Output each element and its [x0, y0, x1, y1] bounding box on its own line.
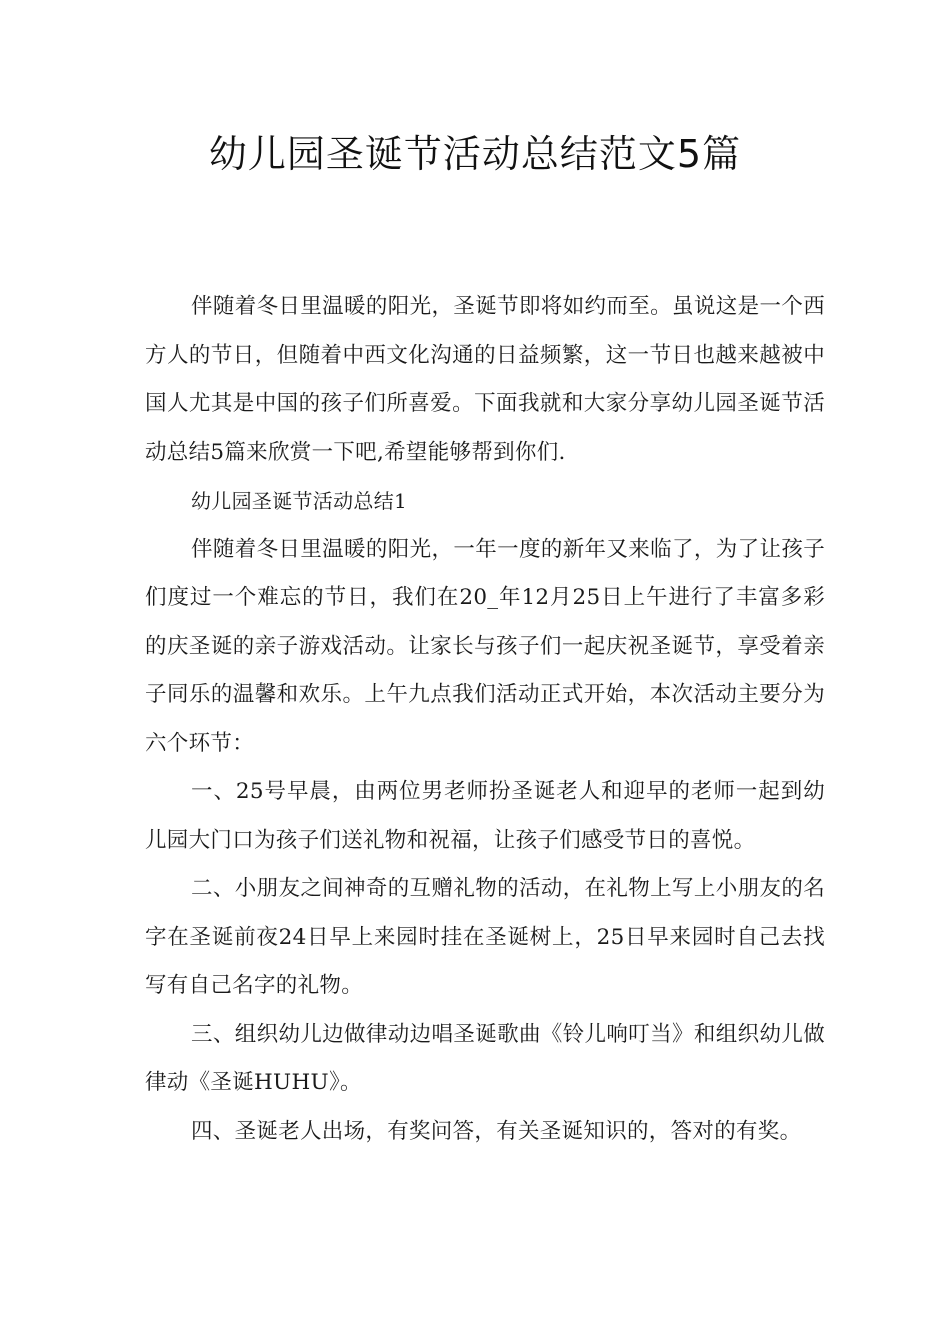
activity-item-3: 三、组织幼儿边做律动边唱圣诞歌曲《铃儿响叮当》和组织幼儿做律动《圣诞HUHU》。 [145, 1021, 825, 1095]
document-body [145, 283, 825, 1156]
document-title: 幼儿园圣诞节活动总结范文5篇 [208, 132, 742, 176]
activity-item-1: 一、25号早晨，由两位男老师扮圣诞老人和迎早的老师一起到幼儿园大门口为孩子们送礼物和祝福，让孩子们感受节日的喜悦。 [145, 779, 825, 853]
section-1-paragraph: 伴随着冬日里温暖的阳光，一年一度的新年又来临了，为了让孩子们度过一个难忘的节日，我们在20_年12月25日上午进行了丰富多彩的庆圣诞的亲子游戏活动。让家长与孩子们一起庆祝圣诞节，享受着亲子同乐的温馨和欢乐。上午九点我们活动正式开始，本次活动主要分为六个环节： [145, 536, 825, 756]
intro-paragraph: 伴随着冬日里温暖的阳光，圣诞节即将如约而至。虽说这是一个西方人的节日，但随着中西文化沟通的日益频繁，这一节日也越来越被中国人尤其是中国的孩子们所喜爱。下面我就和大家分享幼儿园圣诞节活动总结5篇来欣赏一下吧,希望能够帮到你们. [145, 294, 825, 465]
section-heading-1: 幼儿园圣诞节活动总结1 [191, 489, 408, 513]
activity-item-4: 四、圣诞老人出场，有奖问答，有关圣诞知识的，答对的有奖。 [191, 1118, 802, 1144]
activity-item-2: 二、小朋友之间神奇的互赠礼物的活动，在礼物上写上小朋友的名字在圣诞前夜24日早上来园时挂在圣诞树上，25日早来园时自己去找写有自己名字的礼物。 [145, 876, 825, 998]
